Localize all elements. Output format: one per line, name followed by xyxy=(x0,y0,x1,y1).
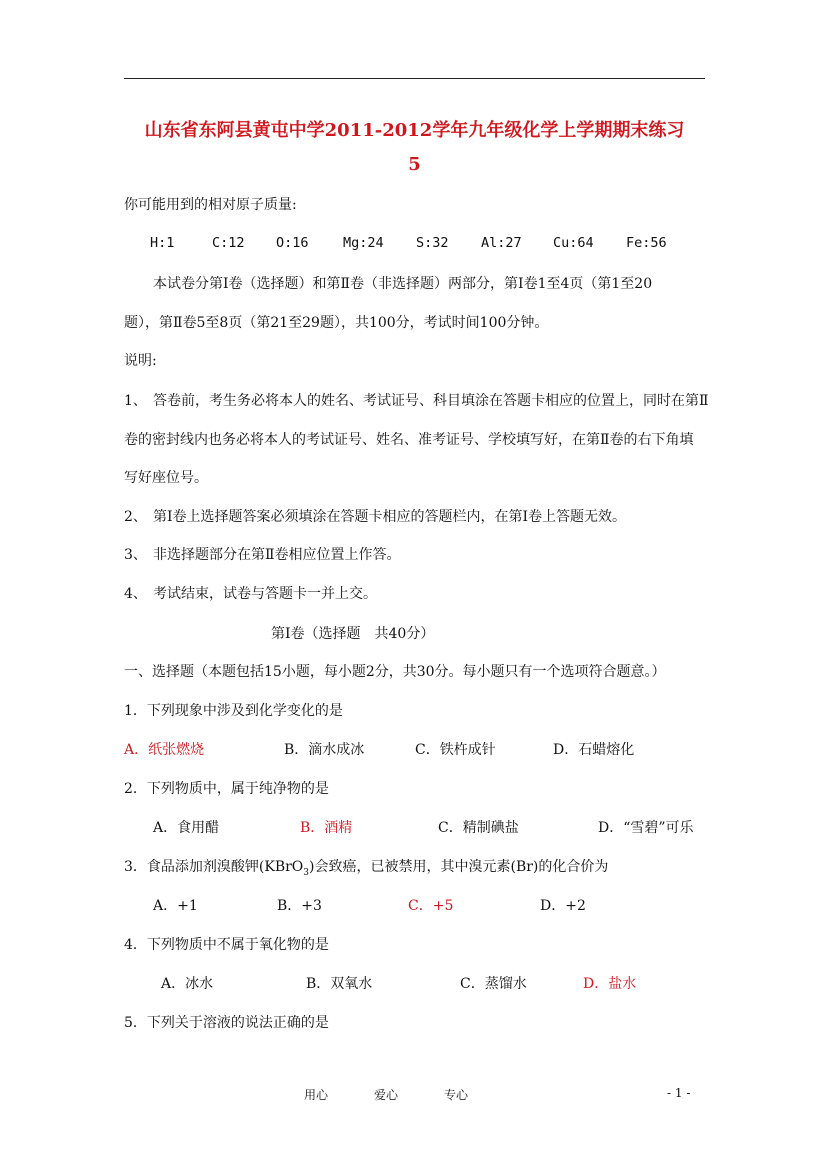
part-instructions: 一、选择题（本题包括15小题，每小题2分，共30分。每小题只有一个选项符合题意。） xyxy=(124,664,666,680)
q1-option-b: B．滴水成冰 xyxy=(284,742,365,758)
footer-motto-3: 专心 xyxy=(444,1088,469,1102)
note-2-text: 第Ⅰ卷上选择题答案必须填涂在答题卡相应的答题栏内，在第Ⅰ卷上答题无效。 xyxy=(153,509,627,525)
page-number: - 1 - xyxy=(667,1086,691,1100)
q1-option-d: D．石蜡熔化 xyxy=(553,742,635,758)
footer-motto-1: 用心 xyxy=(304,1088,329,1102)
exam-description: 本试卷分第Ⅰ卷（选择题）和第Ⅱ卷（非选择题）两部分，第Ⅰ卷1至4页（第1至20 xyxy=(153,276,653,292)
question-2-stem: 2．下列物质中，属于纯净物的是 xyxy=(124,781,329,797)
q4-option-c: C．蒸馏水 xyxy=(460,976,527,992)
footer-motto-2: 爱心 xyxy=(374,1088,399,1102)
note-1-text-end: 写好座位号。 xyxy=(124,470,208,486)
q4-option-b: B．双氧水 xyxy=(306,976,373,992)
q3-stem-pre: 3．食品添加剂溴酸钾(KBrO xyxy=(124,859,304,875)
q3-stem-subscript: 3 xyxy=(303,867,310,878)
header-rule xyxy=(124,78,705,79)
note-4-number: 4、 xyxy=(124,586,147,602)
q2-option-b: B．酒精 xyxy=(300,820,353,836)
q2-option-a: A．食用醋 xyxy=(153,820,220,836)
atomic-mass-al: Al:27 xyxy=(481,235,522,251)
exam-description-cont: 题），第Ⅱ卷5至8页（第21至29题），共100分，考试时间100分钟。 xyxy=(124,315,549,331)
atomic-mass-mg: Mg:24 xyxy=(343,235,384,251)
note-3-text: 非选择题部分在第Ⅱ卷相应位置上作答。 xyxy=(153,547,401,563)
atomic-mass-o: O:16 xyxy=(276,235,309,251)
atomic-mass-h: H:1 xyxy=(150,235,175,251)
note-4-text: 考试结束，试卷与答题卡一并上交。 xyxy=(153,586,377,602)
note-1-number: 1、 xyxy=(124,393,147,409)
question-4-stem: 4．下列物质中不属于氧化物的是 xyxy=(124,937,329,953)
atomic-mass-cu: Cu:64 xyxy=(553,235,594,251)
notes-heading: 说明: xyxy=(124,353,157,369)
q1-option-a: A．纸张燃烧 xyxy=(124,742,205,758)
q3-option-b: B．+3 xyxy=(277,898,322,914)
atomic-mass-fe: Fe:56 xyxy=(626,235,667,251)
q3-stem-post: )会致癌，已被禁用，其中溴元素(Br)的化合价为 xyxy=(309,859,609,875)
q2-option-c: C．精制碘盐 xyxy=(438,820,519,836)
atomic-mass-s: S:32 xyxy=(416,235,449,251)
note-2-number: 2、 xyxy=(124,509,147,525)
q3-option-a: A．+1 xyxy=(153,898,198,914)
note-3-number: 3、 xyxy=(124,547,147,563)
note-1-text: 答卷前，考生务必将本人的姓名、考试证号、科目填涂在答题卡相应的位置上，同时在第Ⅱ xyxy=(153,393,709,409)
q4-option-d: D．盐水 xyxy=(583,976,637,992)
section-heading: 第Ⅰ卷（选择题 共40分） xyxy=(271,626,435,642)
question-3-stem xyxy=(124,856,608,878)
question-5-stem: 5．下列关于溶液的说法正确的是 xyxy=(124,1015,329,1031)
q3-option-d: D．+2 xyxy=(540,898,586,914)
note-1-text-cont: 卷的密封线内也务必将本人的考试证号、姓名、准考证号、学校填写好，在第Ⅱ卷的右下角填 xyxy=(124,432,694,448)
page-title: 山东省东阿县黄屯中学2011-2012学年九年级化学上学期期末练习 xyxy=(144,120,685,141)
atomic-mass-c: C:12 xyxy=(212,235,245,251)
question-1-stem: 1．下列现象中涉及到化学变化的是 xyxy=(124,703,343,719)
q2-option-d: D．“雪碧”可乐 xyxy=(598,820,694,836)
q4-option-a: A．冰水 xyxy=(161,976,214,992)
atomic-mass-label: 你可能用到的相对原子质量: xyxy=(124,197,297,213)
page-title-continued: 5 xyxy=(408,154,421,175)
q3-option-c: C．+5 xyxy=(408,898,454,914)
q1-option-c: C．铁杵成针 xyxy=(415,742,496,758)
